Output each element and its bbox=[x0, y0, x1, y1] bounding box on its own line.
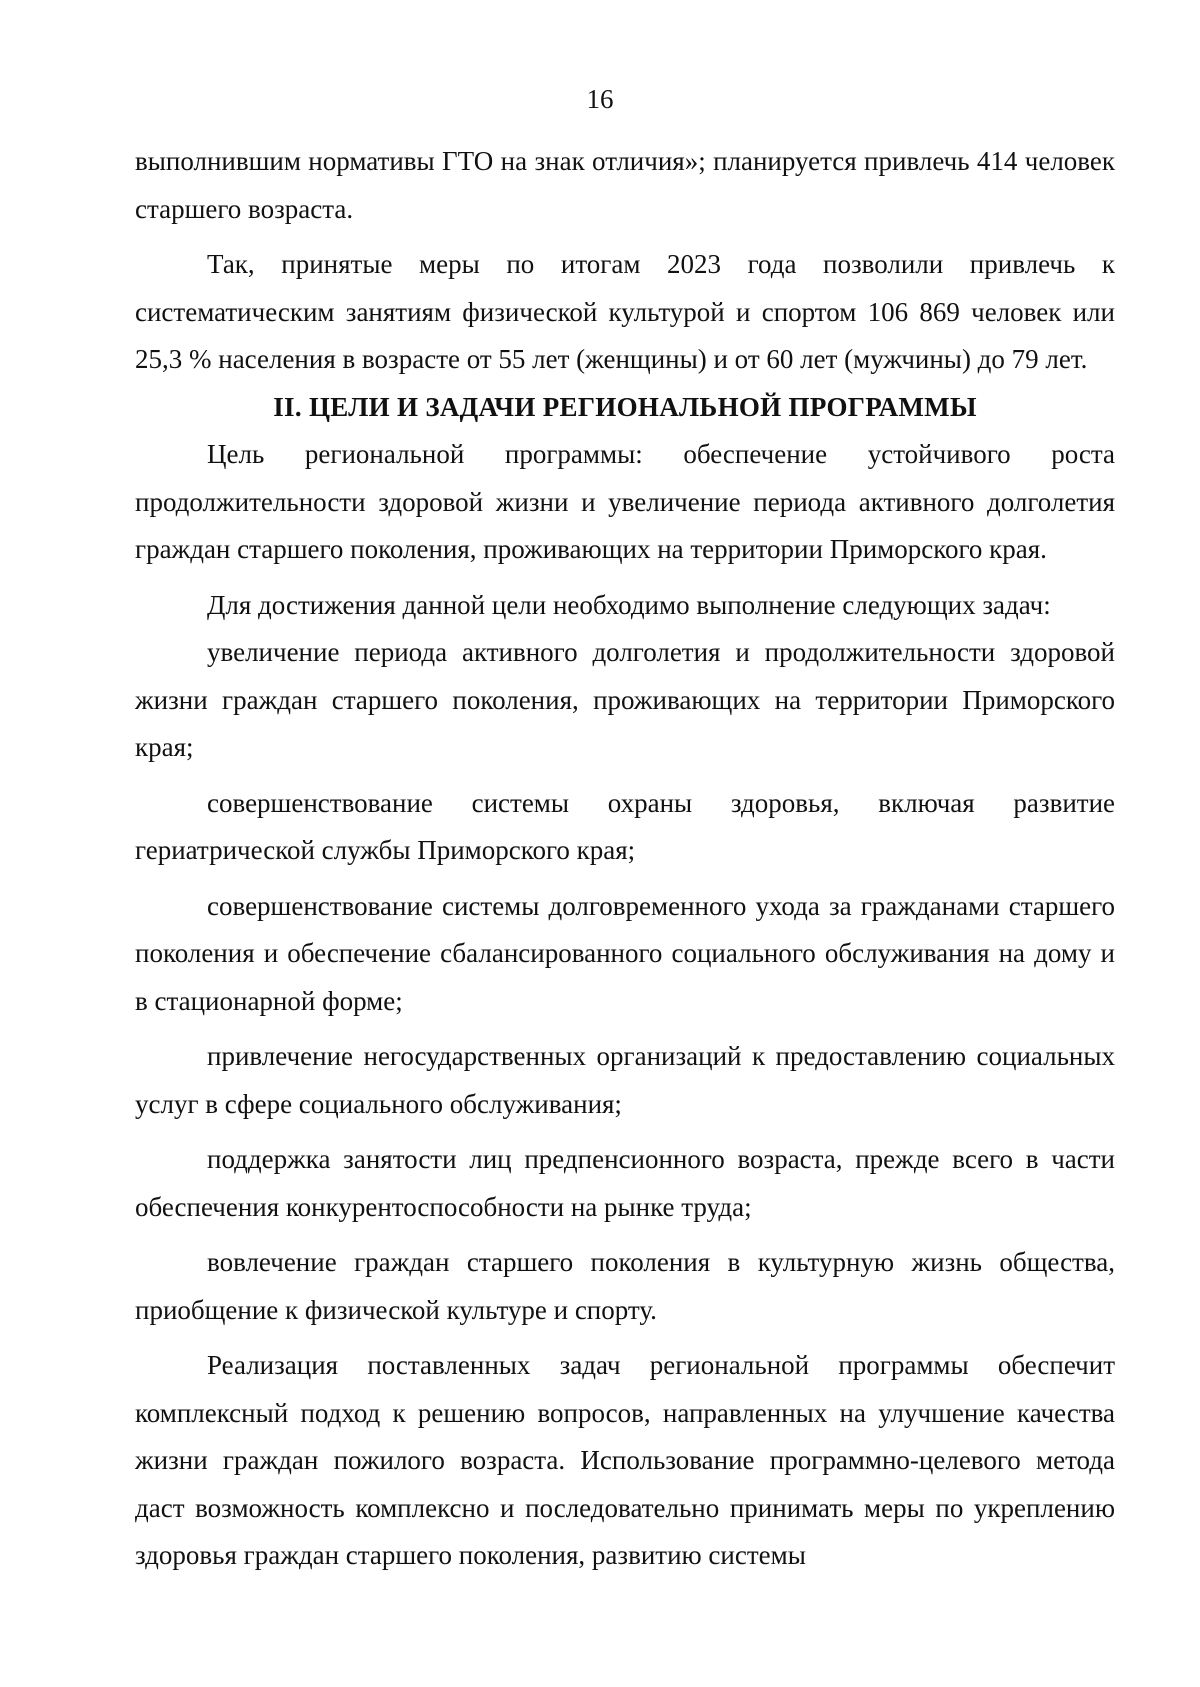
paragraph-tasks-intro: Для достижения данной цели необходимо выполнение следующих задач: bbox=[207, 589, 1051, 620]
task-item: совершенствование системы долговременного ухода за гражданами старшего поколения и обеспечение сбалансированного социального обслуживания на дому и в стационарной форме; bbox=[135, 890, 1115, 1016]
task-item: вовлечение граждан старшего поколения в культурную жизнь общества, приобщение к физической культуре и спорту. bbox=[135, 1247, 1115, 1325]
task-item: поддержка занятости лиц предпенсионного возраста, прежде всего в части обеспечения конкурентоспособности на рынке труда; bbox=[135, 1144, 1115, 1222]
document-body bbox=[135, 138, 1115, 1580]
page-number: 16 bbox=[586, 84, 614, 114]
paragraph-conclusion: Реализация поставленных задач региональной программы обеспечит комплексный подход к решению вопросов, направленных на улучшение качества жизни граждан пожилого возраста. Использование программно-целевого метода даст возможность комплексно и последовательно принимать меры по укреплению здоровья граждан старшего поколения, развитию системы bbox=[135, 1350, 1115, 1570]
paragraph-continuation: выполнившим нормативы ГТО на знак отличия»; планируется привлечь 414 человек старшего возраста. bbox=[135, 146, 1115, 224]
task-item: привлечение негосударственных организаций к предоставлению социальных услуг в сфере социального обслуживания; bbox=[135, 1041, 1115, 1119]
task-item: совершенствование системы охраны здоровья, включая развитие гериатрической службы Приморского края; bbox=[135, 787, 1115, 865]
paragraph-goal: Цель региональной программы: обеспечение устойчивого роста продолжительности здоровой жизни и увеличение периода активного долголетия граждан старшего поколения, проживающих на территории Приморского края. bbox=[135, 439, 1115, 564]
task-item: увеличение периода активного долголетия и продолжительности здоровой жизни граждан старшего поколения, проживающих на территории Приморского края; bbox=[135, 637, 1115, 762]
paragraph-results-2023: Так, принятые меры по итогам 2023 года позволили привлечь к систематическим занятиям физической культурой и спортом 106 869 человек или 25,3 % населения в возрасте от 55 лет (женщины) и от 60 лет (мужчины) до 79 лет. bbox=[135, 249, 1115, 374]
section-title: II. ЦЕЛИ И ЗАДАЧИ РЕГИОНАЛЬНОЙ ПРОГРАММЫ bbox=[273, 391, 977, 422]
